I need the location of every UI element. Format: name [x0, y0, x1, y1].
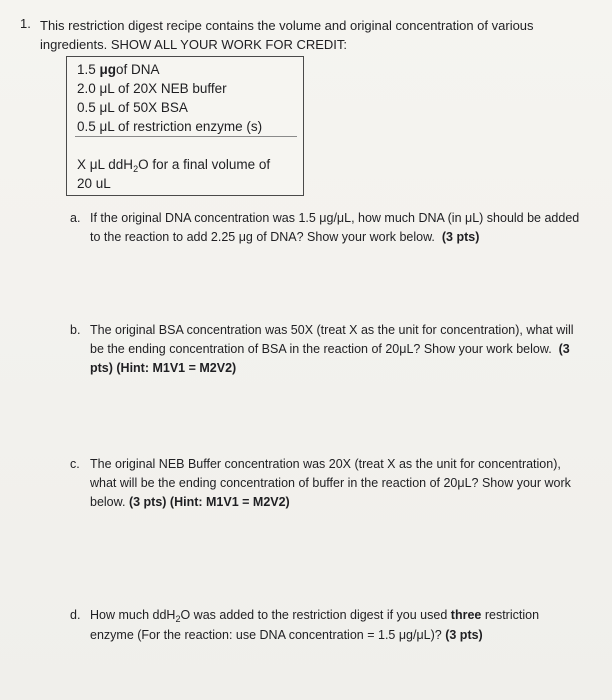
recipe-dna-unit: μg: [99, 62, 117, 77]
part-a-points: (3 pts): [441, 230, 480, 244]
recipe-box: [66, 56, 304, 196]
part-a-line-2: [90, 228, 595, 247]
recipe-water-pre: X μL ddH: [77, 157, 134, 172]
question-intro-line-1: This restriction digest recipe contains the volume and original concentration of various: [40, 18, 534, 33]
recipe-water-volume: 20 uL: [77, 176, 111, 191]
part-c-letter: c.: [70, 457, 80, 471]
recipe-water-subscript: 2: [133, 164, 139, 174]
part-a-text: [90, 209, 595, 247]
recipe-divider: [75, 136, 297, 137]
recipe-water-line: [77, 157, 270, 172]
part-d-line-1: [90, 606, 595, 626]
part-b-line-2: [90, 340, 595, 359]
recipe-dna-line: [77, 62, 160, 77]
recipe-buffer-line: 2.0 μL of 20X NEB buffer: [77, 81, 227, 96]
recipe-dna-rest: of DNA: [116, 62, 160, 77]
question-intro-line-2: ingredients. SHOW ALL YOUR WORK FOR CREDIT:: [40, 37, 348, 52]
part-a-line-2-text: to the reaction to add 2.25 μg of DNA? Show your work below.: [90, 230, 435, 244]
part-c-text: [90, 455, 595, 512]
part-c-line-3: [90, 493, 595, 512]
question-intro: [40, 16, 600, 54]
part-d-text: [90, 606, 595, 645]
question-number: 1.: [20, 16, 31, 31]
recipe-enzyme-line: 0.5 μL of restriction enzyme (s): [77, 119, 263, 134]
part-b-line-2-text: be the ending concentration of BSA in the reaction of 20μL? Show your work below.: [90, 342, 552, 356]
recipe-dna-amount: 1.5: [77, 62, 100, 77]
part-b-text: [90, 321, 595, 378]
part-a-line-1: If the original DNA concentration was 1.5 μg/μL, how much DNA (in μL) should be added: [90, 211, 580, 225]
part-c-line-3-text: below.: [90, 495, 126, 509]
part-d-line-1-post: restriction: [484, 608, 540, 622]
part-d-letter: d.: [70, 608, 81, 622]
part-d-points: (3 pts): [445, 628, 483, 642]
part-d-line-1-pre: How much ddH: [90, 608, 176, 622]
part-b-line-3: [90, 359, 595, 378]
part-d-line-1-mid: O was added to the restriction digest if you used: [180, 608, 448, 622]
recipe-bsa-line: 0.5 μL of 50X BSA: [77, 100, 188, 115]
part-d-line-2: [90, 626, 595, 645]
recipe-water-post: O for a final volume of: [138, 157, 271, 172]
part-d-emphasis: three: [450, 608, 482, 622]
part-b-letter: b.: [70, 323, 81, 337]
part-a-letter: a.: [70, 211, 81, 225]
part-d-subscript: 2: [175, 614, 181, 624]
part-c-line-2: what will be the ending concentration of buffer in the reaction of 20μL? Show your work: [90, 476, 571, 490]
part-b-hint: pts) (Hint: M1V1 = M2V2): [90, 361, 237, 375]
part-c-hint: (3 pts) (Hint: M1V1 = M2V2): [128, 495, 290, 509]
part-b-points-start: (3: [558, 342, 570, 356]
part-b-line-1: The original BSA concentration was 50X (treat X as the unit for concentration), what will: [90, 323, 574, 337]
part-c-line-1: The original NEB Buffer concentration was 20X (treat X as the unit for concentration),: [90, 457, 561, 471]
part-d-line-2-text: enzyme (For the reaction: use DNA concentration = 1.5 μg/μL)?: [90, 628, 442, 642]
